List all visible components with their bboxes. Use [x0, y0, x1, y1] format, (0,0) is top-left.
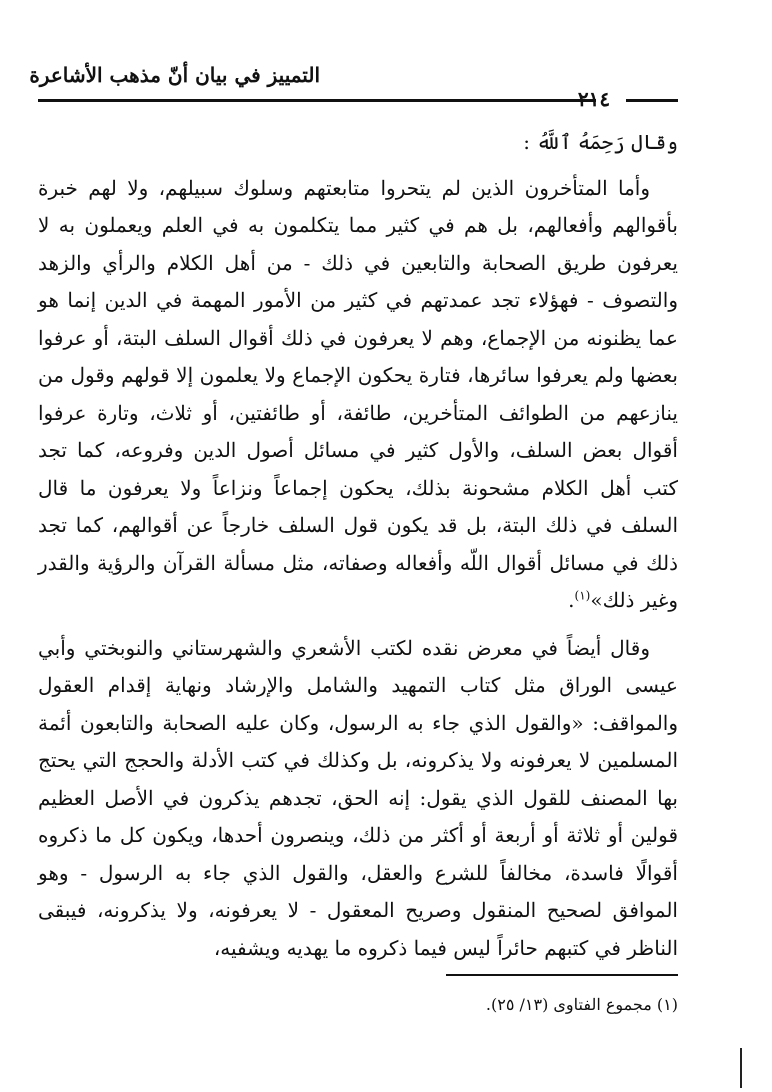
margin-mark	[740, 1048, 742, 1088]
paragraph-1-text: وأما المتأخرون الذين لم يتحروا متابعتهم وسلوك سبيلهم، ولا لهم خبرة بأقوالهم وأفعالهم، بل هم في كثير مما يتكلمون به في العلم ويعملون به لا يعرفون طريق الصحابة والتابعين في ذلك - من أهل الكلام والرأي والزهد والتصوف - فهؤلاء تجد عمدتهم في كثير من الأمور المهمة في الدين إنما هو عما يظنونه من الإجماع، وهم لا يعرفون في ذلك أقوال السلف البتة، أو عرفوا بعضها ولم يعرفوا سائرها، فتارة يحكون الإجماع ولا يعلمون إلا قولهم وقول من ينازعهم من الطوائف المتأخرين، طائفة، أو طائفتين، أو ثلاث، وتارة عرفوا أقوال بعض السلف، والأول كثير في مسائل أصول الدين وفروعه، كما تجد كتب أهل الكلام مشحونة بذلك، يحكون إجماعاً ونزاعاً ولا يعرفون ما قال السلف في ذلك البتة، بل قد يكون قول السلف خارجاً عن أقوالهم، كما تجد ذلك في مسائل أقوال اللّه وأفعاله وصفاته، مثل مسألة القرآن والرؤية والقدر وغير ذلك»	[38, 175, 678, 612]
main-text	[38, 124, 678, 967]
paragraph-2: وقال أيضاً في معرض نقده لكتب الأشعري والشهرستاني والنوبختي وأبي عيسى الوراق مثل كتاب التمهيد والشامل والإرشاد ونهاية إقدام العقول والمواقف: «والقول الذي جاء به الرسول، وكان عليه الصحابة والتابعون أئمة المسلمين لا يعرفونه ولا يذكرونه، بل وكذلك في كتب الأدلة والحجج التي يحتج بها المصنف للقول الذي يقول: إنه الحق، تجدهم يذكرون في الأصل العظيم قولين أو ثلاثة أو أربعة أو أكثر من ذلك، وينصرون أحدها، ويكون كل ما ذكروه أقوالًا فاسدة، مخالفاً للشرع والعقل، والقول الذي جاء به الرسول - وهو الموافق لصحيح المنقول وصريح المعقول - لا يعرفونه، ولا يذكرونه، فيبقى الناظر في كتبهم حائراً ليس فيما ذكروه ما يهديه ويشفيه،	[38, 635, 678, 960]
page-number-dash	[626, 99, 678, 102]
footnote-rule	[446, 974, 678, 976]
header-rule	[38, 99, 596, 102]
page-number: ٢١٤	[577, 87, 611, 111]
paragraph-1-end: .	[568, 588, 575, 612]
paragraph-1	[38, 170, 678, 620]
running-header-title: التمييز في بيان أنّ مذهب الأشاعرة	[29, 63, 320, 87]
footnote-1: (١) مجموع الفتاوى (١٣/ ٢٥).	[485, 995, 678, 1014]
footnote-reference-1: (١)	[574, 588, 591, 603]
intro-line: وقال رَحِمَهُ ٱللَّهُ :	[523, 130, 678, 154]
